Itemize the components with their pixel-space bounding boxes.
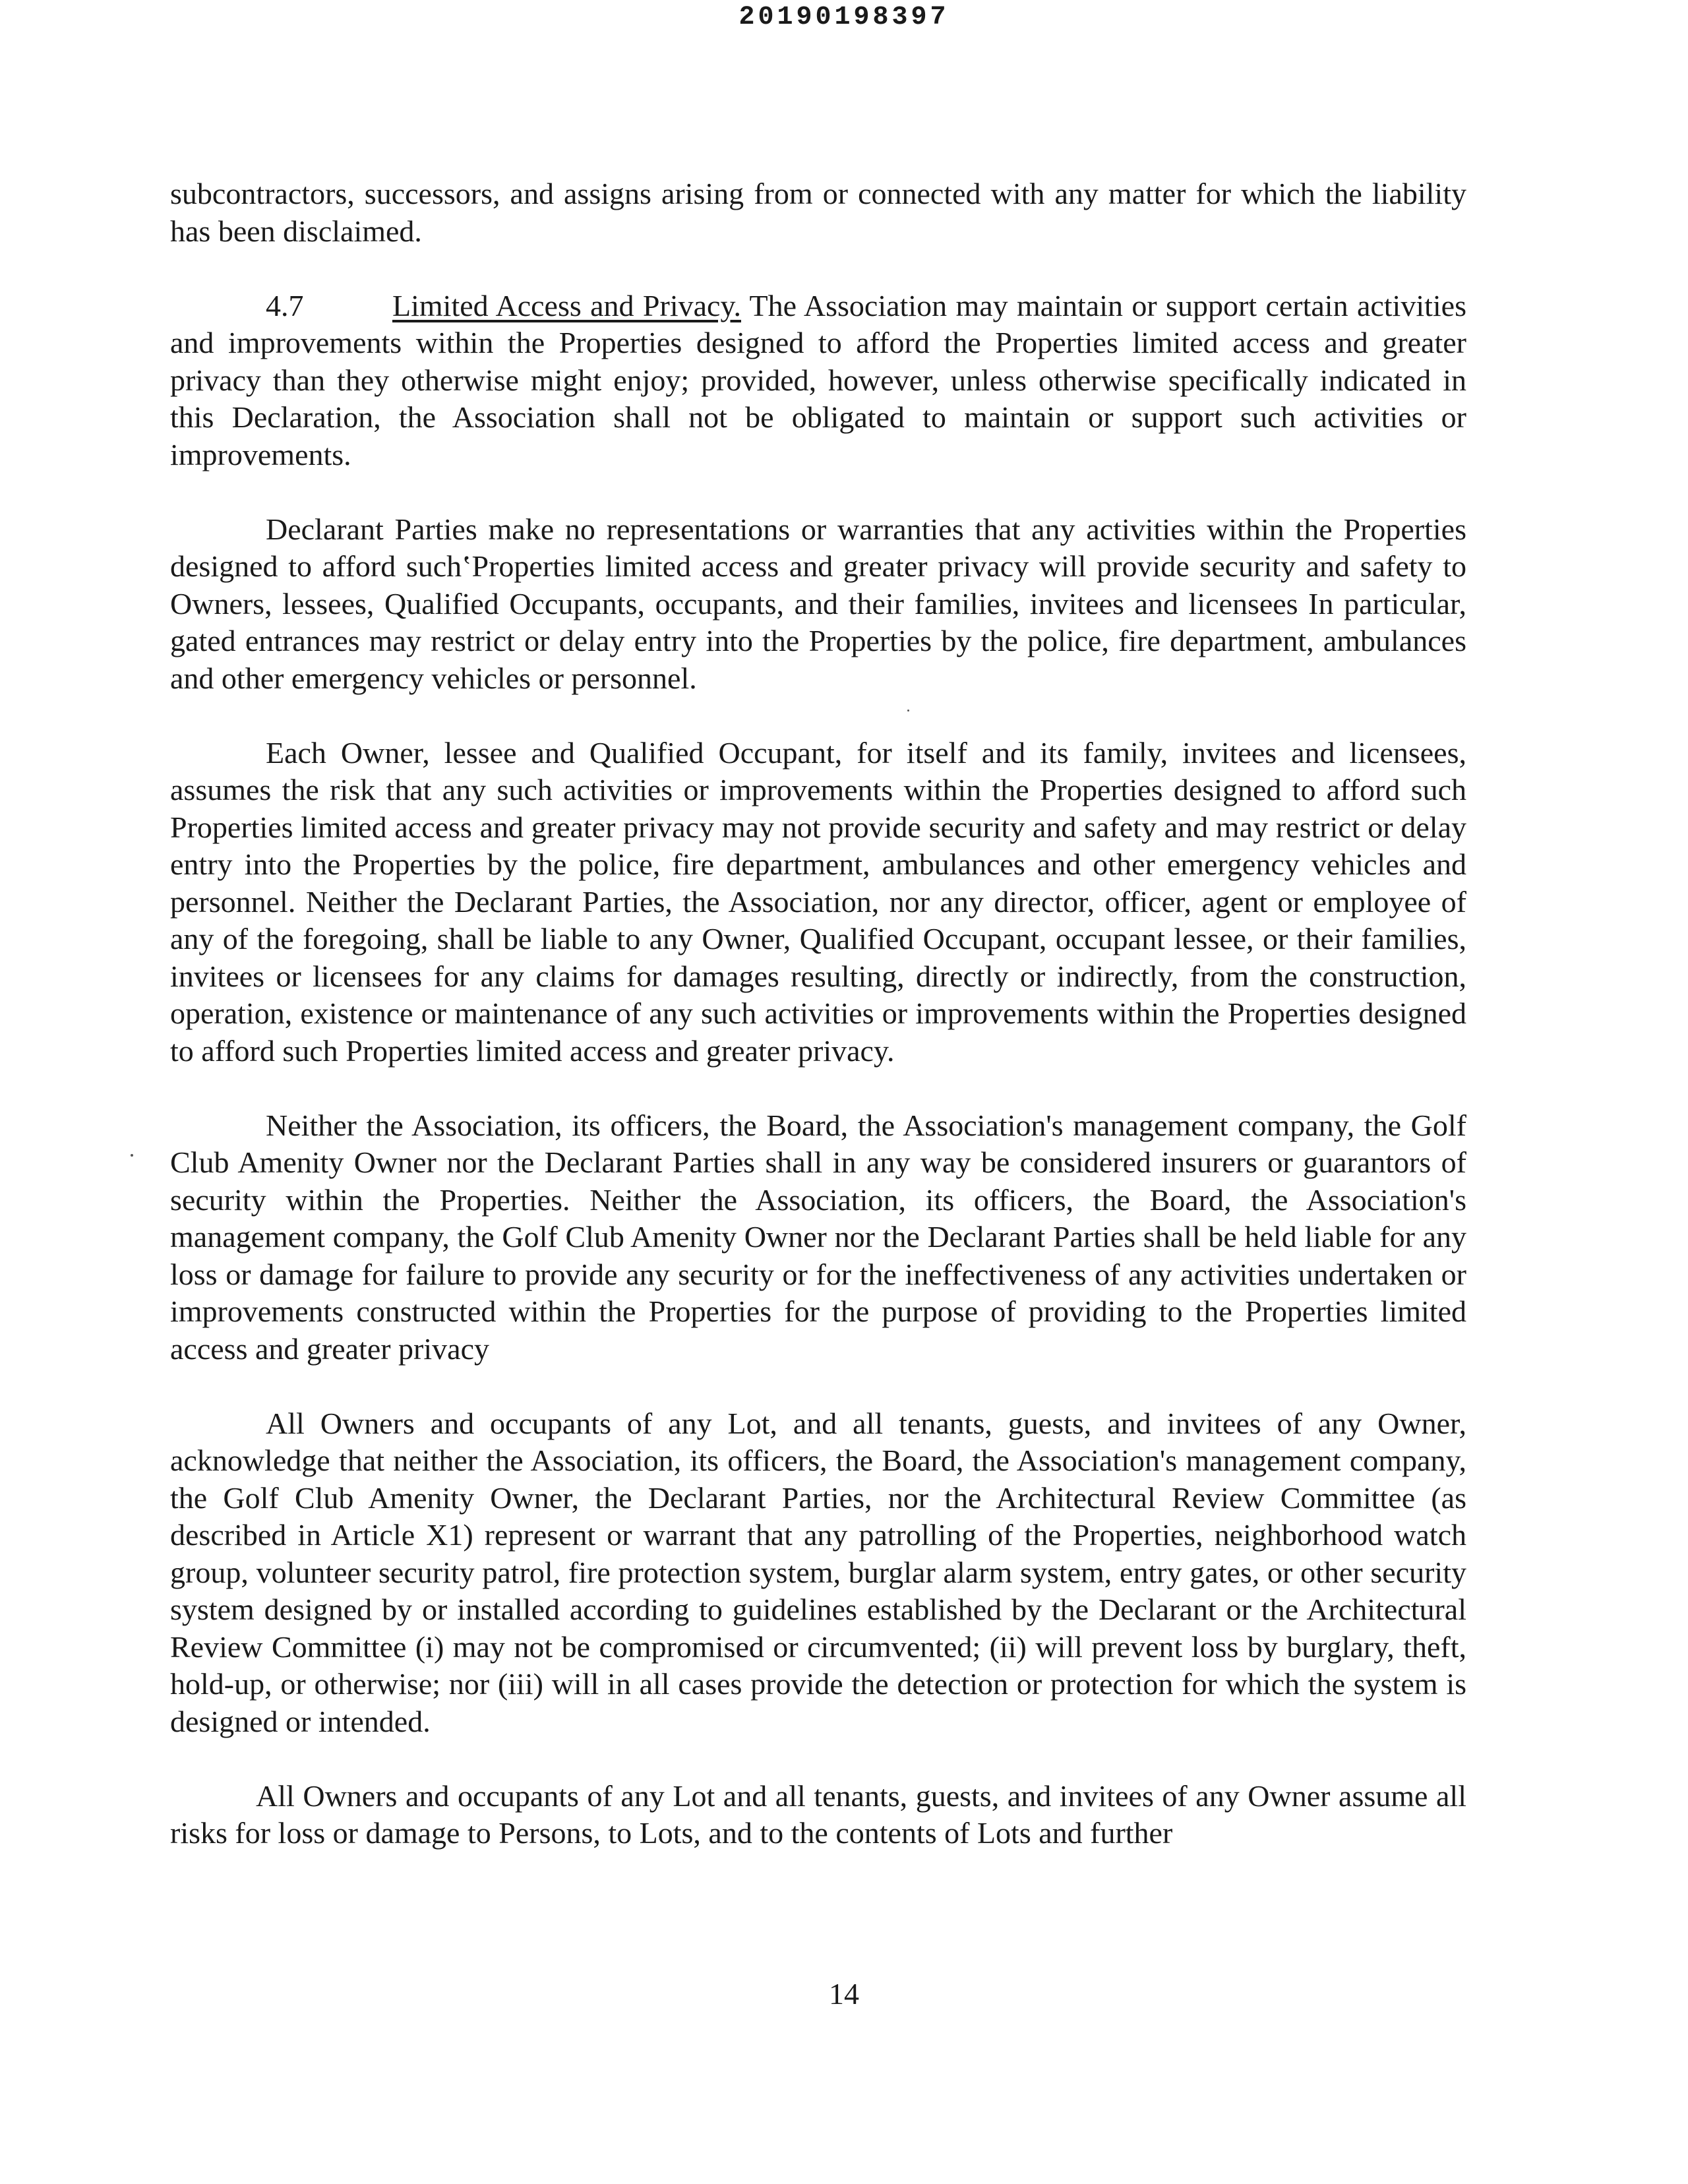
- paragraph-no-representations: Declarant Parties make no representations or warranties that any activities within the Properties designed to afford suchʽProperties limited access and greater privacy will provide security and safety to Owners, lessees, Qualified Occupants, occupants, and their families, invitees and licensees In particular, gated entrances may restrict or delay entry into the Properties by the police, fire department, ambulances and other emergency vehicles or personnel.: [170, 512, 1466, 695]
- paragraph-assume-all-risks: All Owners and occupants of any Lot and all tenants, guests, and invitees of any Owner assume all risks for loss or damage to Persons, to Lots, and to the contents of Lots and further: [170, 1778, 1466, 1850]
- section-heading: Limited Access and Privacy.: [392, 288, 741, 322]
- paragraph-assumption-of-risk: Each Owner, lessee and Qualified Occupant, for itself and its family, invitees and licensees, assumes the risk that any such activities or improvements within the Properties designed to afford such Properties limited access and greater privacy may not provide security and safety and may restrict or delay entry into the Properties by the police, fire department, ambulances and other emergency vehicles and personnel. Neither the Declarant Parties, the Association, nor any director, officer, agent or employee of any of the foregoing, shall be liable to any Owner, Qualified Occupant, occupant lessee, or their families, invitees or licensees for any claims for damages resulting, directly or indirectly, from the construction, operation, existence or maintenance of any such activities or improvements within the Properties designed to afford such Properties limited access and greater privacy.: [170, 735, 1466, 1068]
- document-body: [170, 175, 1466, 1852]
- scan-speck: [131, 1154, 133, 1157]
- section-body: The Association may maintain or support certain activities and improvements within the Properties designed to afford the Properties limited access and greater privacy than they otherwise might enjoy; provided, however, unless otherwise specifically indicated in this Declaration, the Association shall not be obligated to maintain or support such activities or improvements.: [170, 288, 1467, 471]
- paragraph-not-insurers: Neither the Association, its officers, the Board, the Association's management company, the Golf Club Amenity Owner nor the Declarant Parties shall in any way be considered insurers or guarantors of security within the Properties. Neither the Association, its officers, the Board, the Association's management company, the Golf Club Amenity Owner nor the Declarant Parties shall be held liable for any loss or damage for failure to provide any security or for the ineffectiveness of any activities undertaken or improvements constructed within the Properties for the purpose of providing to the Properties limited access and greater privacy: [170, 1108, 1466, 1366]
- section-number: 4.7: [266, 288, 304, 322]
- page-number: 14: [829, 1977, 859, 2011]
- section-4-7-paragraph: [170, 288, 1466, 474]
- paragraph-acknowledgement: All Owners and occupants of any Lot, and all tenants, guests, and invitees of any Owner, acknowledge that neither the Association, its officers, the Board, the Association's management company, the Golf Club Amenity Owner, the Declarant Parties, nor the Architectural Review Committee (as described in Article X1) represent or warrant that any patrolling of the Properties, neighborhood watch group, volunteer security patrol, fire protection system, burglar alarm system, entry gates, or other security system designed by or installed according to guidelines established by the Declarant or the Architectural Review Committee (i) may not be compromised or circumvented; (ii) will prevent loss by burglary, theft, hold-up, or otherwise; nor (iii) will in all cases provide the detection or protection for which the system is designed or intended.: [170, 1406, 1466, 1738]
- paragraph-liability-continuation: subcontractors, successors, and assigns arising from or connected with any matter for which the liability has been disclaimed.: [170, 177, 1466, 248]
- document-number: 20190198397: [738, 3, 950, 32]
- scan-speck: [907, 710, 909, 712]
